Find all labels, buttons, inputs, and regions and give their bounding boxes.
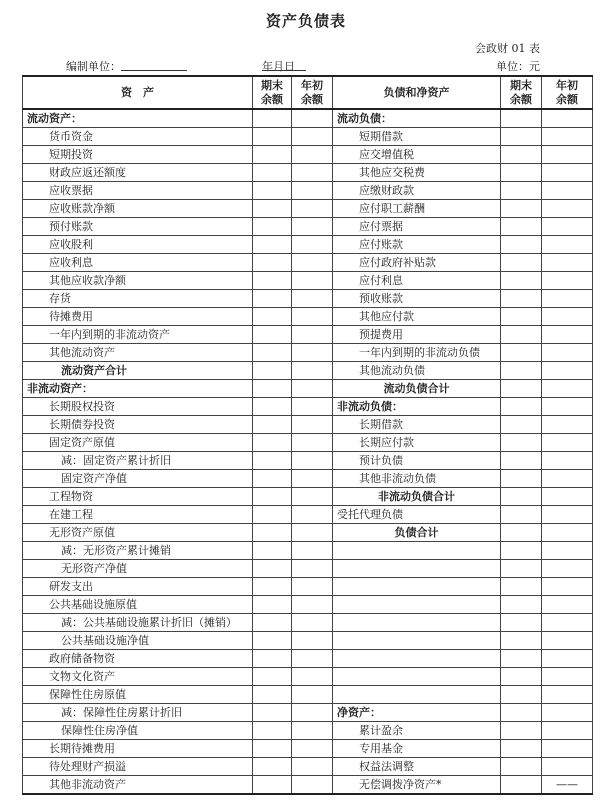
asset-item-label: 应收股利 (23, 236, 253, 254)
currency-unit: 单位：元 (496, 60, 540, 73)
asset-item-label: 减：固定资产累计折旧 (23, 452, 253, 470)
asset-begin-balance-cell (292, 758, 333, 776)
asset-item-label: 减：公共基础设施累计折旧（摊销） (23, 614, 253, 632)
asset-begin-balance-cell (292, 128, 333, 146)
asset-item-label: 在建工程 (23, 506, 253, 524)
liability-begin-balance-cell (542, 506, 593, 524)
asset-begin-balance-cell (292, 632, 333, 650)
liability-item-label: 负债合计 (333, 524, 501, 542)
liability-item-label (333, 596, 501, 614)
balance-sheet-table (22, 75, 593, 795)
liability-end-balance-cell (501, 740, 542, 758)
liability-begin-balance-cell (542, 740, 593, 758)
liability-begin-balance-cell (542, 452, 593, 470)
liability-end-balance-cell (501, 614, 542, 632)
asset-begin-balance-cell (292, 236, 333, 254)
liability-end-balance-cell (501, 416, 542, 434)
liability-begin-balance-cell (542, 182, 593, 200)
asset-item-label: 无形资产净值 (23, 560, 253, 578)
liability-item-label: 长期借款 (333, 416, 501, 434)
asset-begin-balance-cell (292, 398, 333, 416)
liability-begin-balance-cell (542, 146, 593, 164)
asset-begin-balance-cell (292, 560, 333, 578)
liability-begin-balance-cell (542, 109, 593, 128)
liability-item-label: 其他应付款 (333, 308, 501, 326)
liability-begin-balance-cell (542, 470, 593, 488)
asset-item-label: 保障性住房净值 (23, 722, 253, 740)
header-end-balance-right: 期末 余额 (501, 76, 542, 109)
table-row (23, 614, 593, 632)
liability-item-label (333, 560, 501, 578)
report-meta-row (0, 58, 612, 74)
liability-end-balance-cell (501, 488, 542, 506)
liability-end-balance-cell (501, 218, 542, 236)
liability-end-balance-cell (501, 650, 542, 668)
liability-end-balance-cell (501, 452, 542, 470)
liability-item-label: 短期借款 (333, 128, 501, 146)
liability-begin-balance-cell (542, 290, 593, 308)
table-row (23, 776, 593, 795)
liability-item-label: 其他流动负债 (333, 362, 501, 380)
table-row (23, 164, 593, 182)
table-row (23, 416, 593, 434)
asset-item-label: 待摊费用 (23, 308, 253, 326)
header-begin-balance-left: 年初 余额 (292, 76, 333, 109)
asset-begin-balance-cell (292, 326, 333, 344)
asset-item-label: 财政应返还额度 (23, 164, 253, 182)
asset-item-label: 长期股权投资 (23, 398, 253, 416)
liability-begin-balance-cell (542, 686, 593, 704)
table-row (23, 722, 593, 740)
asset-end-balance-cell (253, 290, 292, 308)
liability-item-label: 流动负债： (333, 109, 501, 128)
asset-begin-balance-cell (292, 704, 333, 722)
liability-item-label: 预收账款 (333, 290, 501, 308)
asset-item-label: 无形资产原值 (23, 524, 253, 542)
asset-item-label: 公共基础设施净值 (23, 632, 253, 650)
asset-begin-balance-cell (292, 524, 333, 542)
asset-begin-balance-cell (292, 308, 333, 326)
liability-item-label (333, 686, 501, 704)
asset-item-label: 其他应收款净额 (23, 272, 253, 290)
form-code: 会政财 01 表 (475, 42, 540, 55)
liability-item-label (333, 578, 501, 596)
table-row (23, 218, 593, 236)
liability-begin-balance-cell (542, 722, 593, 740)
liability-item-label (333, 614, 501, 632)
liability-item-label: 非流动负债： (333, 398, 501, 416)
asset-item-label: 公共基础设施原值 (23, 596, 253, 614)
liability-item-label: 应付职工薪酬 (333, 200, 501, 218)
asset-end-balance-cell (253, 776, 292, 795)
asset-end-balance-cell (253, 740, 292, 758)
asset-item-label: 工程物资 (23, 488, 253, 506)
asset-end-balance-cell (253, 704, 292, 722)
liability-begin-balance-cell (542, 524, 593, 542)
asset-item-label: 长期待摊费用 (23, 740, 253, 758)
liability-begin-balance-cell (542, 164, 593, 182)
asset-item-label: 长期债券投资 (23, 416, 253, 434)
liability-end-balance-cell (501, 524, 542, 542)
asset-begin-balance-cell (292, 452, 333, 470)
liability-item-label: 其他非流动负债 (333, 470, 501, 488)
liability-begin-balance-cell (542, 398, 593, 416)
table-row (23, 542, 593, 560)
asset-begin-balance-cell (292, 776, 333, 795)
liability-begin-balance-cell (542, 758, 593, 776)
liability-item-label: 受托代理负债 (333, 506, 501, 524)
liability-begin-balance-cell (542, 236, 593, 254)
liability-end-balance-cell (501, 146, 542, 164)
liability-begin-balance-cell: —— (542, 776, 593, 795)
asset-begin-balance-cell (292, 596, 333, 614)
liability-begin-balance-cell (542, 416, 593, 434)
asset-end-balance-cell (253, 182, 292, 200)
asset-begin-balance-cell (292, 578, 333, 596)
asset-item-label: 预付账款 (23, 218, 253, 236)
liability-begin-balance-cell (542, 542, 593, 560)
table-row (23, 344, 593, 362)
table-row (23, 740, 593, 758)
asset-item-label: 待处理财产损溢 (23, 758, 253, 776)
liability-item-label (333, 542, 501, 560)
asset-begin-balance-cell (292, 218, 333, 236)
liability-item-label (333, 650, 501, 668)
liability-end-balance-cell (501, 164, 542, 182)
table-row (23, 146, 593, 164)
table-row (23, 326, 593, 344)
asset-end-balance-cell (253, 758, 292, 776)
asset-begin-balance-cell (292, 416, 333, 434)
asset-begin-balance-cell (292, 164, 333, 182)
liability-begin-balance-cell (542, 128, 593, 146)
asset-end-balance-cell (253, 109, 292, 128)
asset-end-balance-cell (253, 326, 292, 344)
liability-begin-balance-cell (542, 254, 593, 272)
liability-begin-balance-cell (542, 704, 593, 722)
liability-item-label (333, 632, 501, 650)
asset-end-balance-cell (253, 164, 292, 182)
table-row (23, 560, 593, 578)
asset-end-balance-cell (253, 722, 292, 740)
asset-end-balance-cell (253, 272, 292, 290)
asset-item-label: 保障性住房原值 (23, 686, 253, 704)
asset-end-balance-cell (253, 380, 292, 398)
report-title: 资产负债表 (265, 12, 346, 30)
asset-begin-balance-cell (292, 650, 333, 668)
asset-end-balance-cell (253, 146, 292, 164)
liability-end-balance-cell (501, 704, 542, 722)
asset-item-label: 货币资金 (23, 128, 253, 146)
liability-begin-balance-cell (542, 362, 593, 380)
preparer-label: 编制单位： (66, 60, 121, 73)
asset-end-balance-cell (253, 254, 292, 272)
asset-end-balance-cell (253, 650, 292, 668)
asset-end-balance-cell (253, 470, 292, 488)
asset-end-balance-cell (253, 452, 292, 470)
liability-item-label (333, 668, 501, 686)
month-label: 月 (273, 60, 284, 73)
asset-begin-balance-cell (292, 146, 333, 164)
header-begin-balance-right: 年初 余额 (542, 76, 593, 109)
liability-begin-balance-cell (542, 614, 593, 632)
asset-begin-balance-cell (292, 668, 333, 686)
asset-end-balance-cell (253, 506, 292, 524)
asset-end-balance-cell (253, 398, 292, 416)
asset-begin-balance-cell (292, 722, 333, 740)
asset-begin-balance-cell (292, 434, 333, 452)
liability-item-label: 一年内到期的非流动负债 (333, 344, 501, 362)
liability-item-label: 权益法调整 (333, 758, 501, 776)
asset-item-label: 流动资产： (23, 109, 253, 128)
asset-begin-balance-cell (292, 290, 333, 308)
liability-end-balance-cell (501, 109, 542, 128)
liability-item-label: 应付政府补贴款 (333, 254, 501, 272)
liability-end-balance-cell (501, 308, 542, 326)
table-row (23, 254, 593, 272)
asset-begin-balance-cell (292, 380, 333, 398)
report-date (262, 58, 295, 74)
liability-item-label: 专用基金 (333, 740, 501, 758)
table-row (23, 380, 593, 398)
liability-end-balance-cell (501, 236, 542, 254)
table-row (23, 452, 593, 470)
liability-end-balance-cell (501, 398, 542, 416)
asset-begin-balance-cell (292, 614, 333, 632)
table-row (23, 200, 593, 218)
liability-end-balance-cell (501, 326, 542, 344)
asset-item-label: 非流动资产： (23, 380, 253, 398)
liability-end-balance-cell (501, 668, 542, 686)
table-row (23, 686, 593, 704)
asset-begin-balance-cell (292, 109, 333, 128)
asset-end-balance-cell (253, 236, 292, 254)
asset-begin-balance-cell (292, 182, 333, 200)
liability-end-balance-cell (501, 344, 542, 362)
liability-begin-balance-cell (542, 200, 593, 218)
liability-begin-balance-cell (542, 650, 593, 668)
preparer-field (66, 58, 121, 74)
asset-item-label: 一年内到期的非流动资产 (23, 326, 253, 344)
table-row (23, 182, 593, 200)
liability-end-balance-cell (501, 128, 542, 146)
year-label: 年 (262, 60, 273, 73)
liability-end-balance-cell (501, 254, 542, 272)
asset-end-balance-cell (253, 218, 292, 236)
asset-end-balance-cell (253, 542, 292, 560)
liability-begin-balance-cell (542, 560, 593, 578)
asset-end-balance-cell (253, 668, 292, 686)
table-row (23, 758, 593, 776)
header-end-balance-left: 期末 余额 (253, 76, 292, 109)
table-row (23, 272, 593, 290)
liability-end-balance-cell (501, 290, 542, 308)
table-row (23, 578, 593, 596)
liability-item-label: 其他应交税费 (333, 164, 501, 182)
asset-end-balance-cell (253, 596, 292, 614)
asset-begin-balance-cell (292, 470, 333, 488)
liability-item-label: 流动负债合计 (333, 380, 501, 398)
table-row (23, 236, 593, 254)
asset-end-balance-cell (253, 434, 292, 452)
header-liabilities: 负债和净资产 (333, 76, 501, 109)
table-row (23, 109, 593, 128)
liability-end-balance-cell (501, 776, 542, 795)
liability-item-label: 应交增值税 (333, 146, 501, 164)
asset-begin-balance-cell (292, 254, 333, 272)
asset-item-label: 其他流动资产 (23, 344, 253, 362)
table-row (23, 668, 593, 686)
asset-item-label: 应收票据 (23, 182, 253, 200)
liability-item-label: 应付票据 (333, 218, 501, 236)
header-row (23, 76, 593, 109)
table-row (23, 434, 593, 452)
table-row (23, 362, 593, 380)
table-row (23, 128, 593, 146)
liability-end-balance-cell (501, 578, 542, 596)
liability-begin-balance-cell (542, 596, 593, 614)
asset-item-label: 研发支出 (23, 578, 253, 596)
liability-begin-balance-cell (542, 326, 593, 344)
asset-item-label: 减：无形资产累计摊销 (23, 542, 253, 560)
asset-item-label: 应收账款净额 (23, 200, 253, 218)
liability-item-label: 累计盈余 (333, 722, 501, 740)
liability-end-balance-cell (501, 560, 542, 578)
liability-item-label: 应付利息 (333, 272, 501, 290)
asset-end-balance-cell (253, 488, 292, 506)
liability-end-balance-cell (501, 758, 542, 776)
table-row (23, 596, 593, 614)
liability-item-label: 无偿调拨净资产* (333, 776, 501, 795)
asset-end-balance-cell (253, 128, 292, 146)
table-row (23, 488, 593, 506)
header-assets: 资 产 (23, 76, 253, 109)
day-blank (284, 58, 306, 71)
asset-item-label: 应收利息 (23, 254, 253, 272)
liability-end-balance-cell (501, 542, 542, 560)
table-row (23, 308, 593, 326)
asset-begin-balance-cell (292, 362, 333, 380)
liability-begin-balance-cell (542, 380, 593, 398)
table-row (23, 704, 593, 722)
asset-end-balance-cell (253, 560, 292, 578)
asset-item-label: 流动资产合计 (23, 362, 253, 380)
liability-item-label: 应付账款 (333, 236, 501, 254)
liability-end-balance-cell (501, 200, 542, 218)
liability-begin-balance-cell (542, 308, 593, 326)
asset-item-label: 固定资产净值 (23, 470, 253, 488)
liability-end-balance-cell (501, 362, 542, 380)
liability-end-balance-cell (501, 380, 542, 398)
day-label: 日 (284, 60, 295, 73)
asset-begin-balance-cell (292, 272, 333, 290)
asset-end-balance-cell (253, 416, 292, 434)
liability-end-balance-cell (501, 596, 542, 614)
liability-begin-balance-cell (542, 272, 593, 290)
liability-begin-balance-cell (542, 578, 593, 596)
liability-begin-balance-cell (542, 668, 593, 686)
asset-end-balance-cell (253, 362, 292, 380)
asset-item-label: 短期投资 (23, 146, 253, 164)
asset-item-label: 政府储备物资 (23, 650, 253, 668)
liability-end-balance-cell (501, 686, 542, 704)
liability-end-balance-cell (501, 434, 542, 452)
liability-begin-balance-cell (542, 344, 593, 362)
liability-begin-balance-cell (542, 488, 593, 506)
liability-end-balance-cell (501, 182, 542, 200)
table-row (23, 632, 593, 650)
asset-end-balance-cell (253, 200, 292, 218)
asset-begin-balance-cell (292, 740, 333, 758)
asset-begin-balance-cell (292, 200, 333, 218)
liability-end-balance-cell (501, 506, 542, 524)
asset-end-balance-cell (253, 344, 292, 362)
liability-item-label: 应缴财政款 (333, 182, 501, 200)
liability-item-label: 预提费用 (333, 326, 501, 344)
asset-item-label: 减：保障性住房累计折旧 (23, 704, 253, 722)
asset-end-balance-cell (253, 524, 292, 542)
asset-end-balance-cell (253, 686, 292, 704)
asset-begin-balance-cell (292, 488, 333, 506)
liability-item-label: 非流动负债合计 (333, 488, 501, 506)
asset-item-label: 固定资产原值 (23, 434, 253, 452)
liability-item-label: 预计负债 (333, 452, 501, 470)
asset-item-label: 其他非流动资产 (23, 776, 253, 795)
table-row (23, 398, 593, 416)
liability-begin-balance-cell (542, 434, 593, 452)
liability-end-balance-cell (501, 272, 542, 290)
asset-end-balance-cell (253, 578, 292, 596)
liability-item-label: 净资产： (333, 704, 501, 722)
asset-begin-balance-cell (292, 542, 333, 560)
asset-begin-balance-cell (292, 686, 333, 704)
asset-end-balance-cell (253, 614, 292, 632)
asset-end-balance-cell (253, 308, 292, 326)
liability-item-label: 长期应付款 (333, 434, 501, 452)
asset-item-label: 文物文化资产 (23, 668, 253, 686)
table-row (23, 650, 593, 668)
preparer-blank (121, 58, 187, 71)
table-row (23, 524, 593, 542)
liability-begin-balance-cell (542, 632, 593, 650)
table-row (23, 470, 593, 488)
asset-item-label: 存货 (23, 290, 253, 308)
asset-begin-balance-cell (292, 344, 333, 362)
liability-end-balance-cell (501, 632, 542, 650)
liability-begin-balance-cell (542, 218, 593, 236)
asset-end-balance-cell (253, 632, 292, 650)
table-row (23, 506, 593, 524)
liability-end-balance-cell (501, 722, 542, 740)
table-row (23, 290, 593, 308)
asset-begin-balance-cell (292, 506, 333, 524)
liability-end-balance-cell (501, 470, 542, 488)
